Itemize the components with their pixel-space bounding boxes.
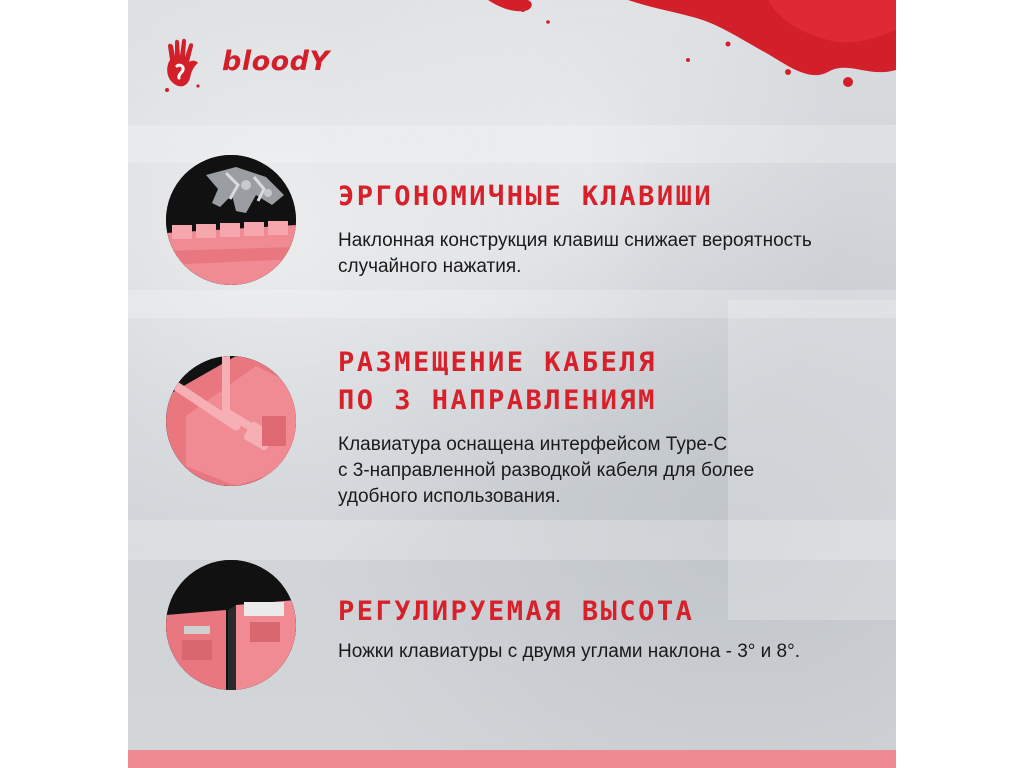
- bottom-pink-bar: [128, 750, 896, 768]
- feature-description-line: удобного использования.: [338, 486, 561, 507]
- feature-description: [338, 432, 878, 510]
- cable-routing-image: [166, 356, 296, 486]
- feature-title: [338, 344, 657, 420]
- feature-title: [338, 178, 713, 216]
- feature-description-line: случайного нажатия.: [338, 256, 522, 277]
- keyboard-feet-image: [166, 560, 296, 690]
- feature-title-line: РЕГУЛИРУЕМАЯ ВЫСОТА: [338, 596, 695, 627]
- feature-description-line: Наклонная конструкция клавиш снижает вероятность: [338, 230, 812, 251]
- feature-title-line: РАЗМЕЩЕНИЕ КАБЕЛЯ: [338, 347, 657, 378]
- feature-title-line: ЭРГОНОМИЧНЫЕ КЛАВИШИ: [338, 181, 714, 212]
- bloody-logo: [158, 36, 338, 96]
- product-panel: [128, 0, 896, 768]
- feature-title: [338, 593, 694, 631]
- feature-description: [338, 639, 878, 665]
- feature-description: [338, 228, 878, 280]
- logo-text: bloodY: [222, 46, 330, 77]
- feature-description-line: с 3-направленной разводкой кабеля для более: [338, 460, 755, 481]
- keycaps-claw-image: [166, 155, 296, 285]
- feature-description-line: Клавиатура оснащена интерфейсом Type-C: [338, 434, 728, 455]
- feature-description-line: Ножки клавиатуры с двумя углами наклона - 3° и 8°.: [338, 641, 800, 662]
- hand-print-icon: [158, 36, 218, 96]
- feature-title-line: ПО 3 НАПРАВЛЕНИЯМ: [338, 385, 657, 416]
- background-stripe: [128, 520, 896, 560]
